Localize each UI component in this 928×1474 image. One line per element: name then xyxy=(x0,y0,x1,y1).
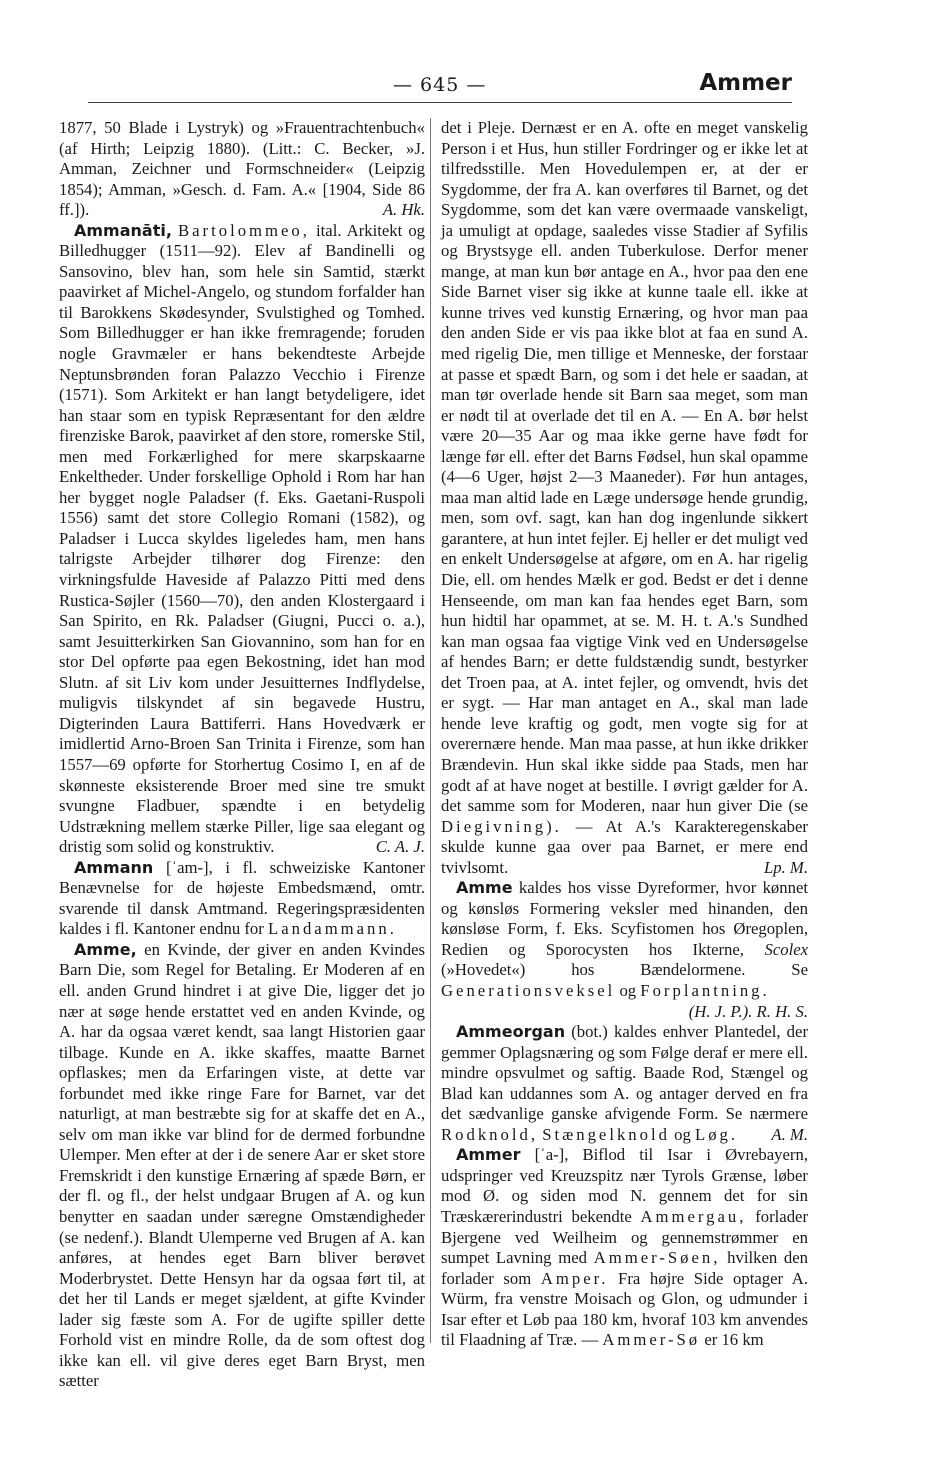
entry-ammer xyxy=(441,1145,808,1350)
author-signature: (H. J. P.). R. H. S. xyxy=(688,1001,808,1021)
entry-text: [ˈa-], Biflod til Isar i Øvrebayern, udspringer ved Kreuzspitz nær Tyrols Grænse, løber mod Ø. og siden mod N. gennem det for sin Træskærerindustri bekendte xyxy=(441,1145,809,1226)
author-signature: A. M. xyxy=(771,1124,808,1144)
entry-amme-zoology xyxy=(441,878,808,1022)
entry-text: Fra højre Side optager A. Würm, fra venstre Moisach og Glon, og udmunder i Isar efter et Løb paa 180 km, hvoraf 103 km anvendes til Flaadning af Træ. — xyxy=(441,1268,808,1350)
spaced-term: Generationsveksel xyxy=(441,980,616,1000)
headword: Amme xyxy=(456,878,513,898)
conjunction: og xyxy=(674,1124,691,1144)
headword: Ammann xyxy=(74,857,154,877)
entry-text: (»Hovedet«) hos Bændelormene. Se xyxy=(441,960,808,980)
headword: Amme, xyxy=(74,939,137,959)
headword: Ammer xyxy=(456,1145,521,1165)
entry-text: en Kvinde, der giver en anden Kvindes Barn Die, som Regel for Betaling. Er Moderen af en ell. anden Grund hindret i at give Die, ligger det jo nær at søge hende erstattet ved en anden Kvinde, og A. har da ogsaa været kendt, saa langt Historien gaar tilbage. Kunde en A. ikke skaffes, maatte Barnet opflaskes; men da Erfaringen viste, at dette var forbundet med ikke ringe Fare for Barnet, var det naturligt, at man bestræbte sig for at skaffe det en A., selv om man ikke var blind for de dermed forbundne Ulemper. Men efter at der i de senere Aar er sket store Fremskridt i den kunstige Ernæring af spæde Børn, er der fl. og fl., der helst undgaar Brugen af A. og kun benytter en saadan under særegne Omstændigheder (se nedenf.). Blandt Ulemperne ved Brugen af A. kan anføres, at hendes eget Barn bliver berøvet Moderbrystet. Dette Hensyn har da ogsaa ført til, at det her til Lands er meget sjældent, at gifte Kvinder lader sig fæste som A. For de ugifte spiller dette Forhold vist en mindre Rolle, da de som oftest dog ikke kan ell. vil give deres eget Barn Bryst, men sætter xyxy=(59,939,426,1391)
headword: Ammanāti, xyxy=(74,220,172,240)
spaced-term: Landammann. xyxy=(268,919,397,939)
entry-text: hvilken den forlader som xyxy=(441,1248,809,1288)
entry-ammann xyxy=(59,858,425,940)
italic-term: Scolex xyxy=(764,939,809,959)
paragraph-text: — At A.'s Karakteregenskaber skulde kunne gaa over paa Barnet, er mere end tvivlsomt. xyxy=(441,816,808,877)
author-signature: C. A. J. xyxy=(375,837,425,857)
entry-text: ital. Arkitekt og Billedhugger (1511—92). Elev af Bandinelli og Sansovino, blev han, som hele sin Samtid, stærkt paavirket af Michel-Angelo, og stundom forfalder han til Barokkens Skødesynder, Svulstighed og Tomhed. Som Billedhugger er han ikke fremragende; foruden nogle Gravmæler er hans bekendteste Arbejde Neptunsbrønden foran Palazzo Vecchio i Firenze (1571). Som Arkitekt er han langt betydeligere, idet han staar som en typisk Repræsentant for den ældre firenziske Barok, paavirket af den store, romerske Stil, men med Forkærlighed for mere skarpskaarne Enkeltheder. Under forskellige Ophold i Rom har han her bygget nogle Paladser (f. Eks. Gaetani-Ruspoli 1556) samt det store Collegio Romani (1582), og Paladser i Lucca skyldes ligeledes ham, men hans talrigste Arbejder tilhører dog Firenze: den virkningsfulde Haveside af Palazzo Pitti med dens Rustica-Søjler (1560—70), den anden Klostergaard i San Spirito, en Rk. Paladser (Giugni, Pucci o. a.), samt Jesuitterkirken San Giovannino, som han for en stor Del opførte paa egen Bekostning, idet han mod Slutn. af sit Liv kom under Jesuitternes Indflydelse, muligvis tilskyndet af sin begavede Hustru, Digterinden Laura Battiferri. Hans Hovedværk er imidlertid Arno-Broen San Trinita i Firenze, som han 1557—69 opførte for Storhertug Cosimo I, en af de skønneste eksisterende Broer med sine tre smukt svungne Fladbuer, spændte i en betydelig Udstrækning mellem stærke Piller, lige saa elegant og dristig som solid og konstruktiv. xyxy=(59,220,426,857)
entry-text: [ˈam-], i fl. schweiziske Kantoner Benævnelse for de højeste Embedsmænd, omtr. svarende til dansk Amtmand. Regeringspræsidenten kaldes i fl. Kantoner endnu for xyxy=(59,857,425,939)
spaced-term: Forplantning. xyxy=(640,980,770,1000)
column-divider xyxy=(430,118,431,1343)
author-signature: Lp. M. xyxy=(763,857,808,877)
spaced-term: Amper. xyxy=(540,1268,609,1288)
right-column xyxy=(441,118,808,1348)
continued-paragraph xyxy=(59,118,425,221)
spaced-term: Ammer-Sø xyxy=(602,1330,701,1350)
entry-text: (bot.) kaldes enhver Plantedel, der gemmer Oplagsnæring og som Følge deraf er mere ell. mindre opsvulmet og saftig. Baade Rod, Stængel og Blad kan uddannes som A. og antager derved en fra det sædvanlige ganske afvigende Form. Se nærmere xyxy=(441,1022,808,1124)
spaced-term: Diegivning). xyxy=(441,816,562,836)
spaced-name: Bartolommeo, xyxy=(178,220,310,240)
author-signature: A. Hk. xyxy=(382,200,425,220)
spaced-term: Ammer-Søen, xyxy=(593,1248,721,1268)
entry-amme xyxy=(59,940,425,1392)
spaced-term: Løg. xyxy=(695,1124,739,1144)
paragraph-text: det i Pleje. Dernæst er en A. ofte en meget vanskelig Person i et Hus, hun stiller Fordringer og er ikke let at tilfredsstille. Men Hovedulempen er, at der er Sygdomme, der fra A. kan overføres til Barnet, og det Sygdomme, som det kan være overmaade vanskeligt, ja umuligt at opdage, saaledes visse Stadier af Syfilis og Brystsyge ell. anden Tuberkulose. Derfor mener mange, at man kun bør antage en A., hvor paa den ene Side Barnet viser sig ikke at kunne taale ell. ikke at kunne trives ved kunstig Ernæring, og hvor man paa den anden Side er vis paa ikke blot at faa en sund A. med rigelig Die, men tillige et Menneske, der forstaar at passe et spædt Barn, og som i det hele er saadan, at man tør overlade hende sit Barn saa meget, som man er nødt til at overlade det til en A. — En A. bør helst være 20—35 Aar og maa ikke gerne have født for længe før ell. efter det Barns Fødsel, hun skal opamme (4—6 Uger, højst 2—3 Maaneder). Før hun antages, maa man altid lade en Læge undersøge hende grundig, men, som ovf. sagt, kan han dog ingenlunde sikkert garantere, at hun intet fejler. Ej heller er det muligt ved en enkelt Undersøgelse at afgøre, om en A. har rigelig Die, ell. om hendes Mælk er god. Bedst er det i denne Henseende, om man kan faa hendes eget Barn, som hun hidtil har opammet, at se. M. H. t. A.'s Sundhed kan man ogsaa faa vigtige Vink ved en Undersøgelse af hendes Barn; er dette fuldstændig sundt, bestyrker det Troen paa, at A. intet fejler, og omvendt, hvis det er sygt. — Har man antaget en A., skal man lade hende leve kraftig og godt, men vogte sig for at overernære hende. Man maa passe, at hun ikke drikker Brændevin. Hun skal ikke sidde paa Stads, men har godt af at have noget at bestille. I øvrigt gælder for A. det samme som for Moderen, naar hun giver Die (se xyxy=(441,118,808,816)
running-head: Ammer xyxy=(699,70,792,96)
continued-paragraph xyxy=(441,118,808,878)
entry-text: forlader Bjergene ved Weilheim og gennemstrømmer en sumpet Lavning med xyxy=(441,1206,809,1268)
headword: Ammeorgan xyxy=(456,1022,566,1042)
spaced-term: Rodknold, xyxy=(441,1124,539,1144)
left-column xyxy=(59,118,426,1391)
header-rule xyxy=(88,102,792,103)
spaced-term: Ammergau, xyxy=(640,1206,747,1226)
entry-text: kaldes hos visse Dyreformer, hvor kønnet og kønsløs Formering veksler med hinanden, den kønsløse Form, f. Eks. Scyfistomen hos Øregoplen, Redien og Sporocysten hos Ikterne, xyxy=(441,878,808,959)
entry-ammanati xyxy=(59,221,425,858)
paragraph-text: 1877, 50 Blade i Lystryk) og »Frauentrachtenbuch« (af Hirth; Leipzig 1880). (Litt.: C. Becker, »J. Amman, Zeichner und Formschneider« (Leipzig 1854); Amman, »Gesch. d. Fam. A.« [1904, Side 86 ff.]). xyxy=(59,118,425,220)
entry-text: er 16 km xyxy=(704,1330,764,1350)
page-header xyxy=(88,66,792,102)
page-number: — 645 — xyxy=(393,74,487,96)
conjunction: og xyxy=(619,980,637,1000)
entry-ammeorgan xyxy=(441,1022,808,1145)
spaced-term: Stængelknold xyxy=(542,1124,670,1144)
